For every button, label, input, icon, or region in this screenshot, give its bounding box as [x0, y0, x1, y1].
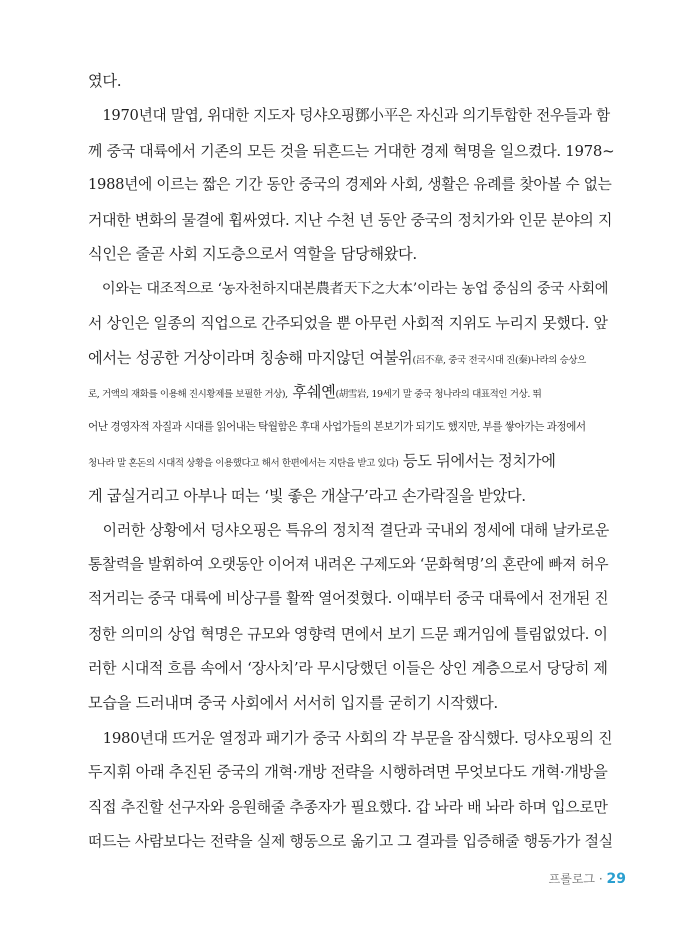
body-text-line: 1988년에 이르는 짧은 기간 동안 중국의 경제와 사회, 생활은 유례를 찾아볼 수 없는 [88, 176, 612, 193]
body-text-line [88, 381, 616, 406]
page-footer [549, 870, 626, 887]
body-text-line: 께 중국 대륙에서 기존의 모든 것을 뒤흔드는 거대한 경제 혁명을 일으켰다. 1978~ [88, 142, 615, 160]
section-title: 프롤로그 [548, 872, 596, 886]
body-text-line: 떠드는 사람보다는 전략을 실제 행동으로 옮기고 그 결과를 입증해줄 행동가가 절실 [88, 832, 613, 850]
body-text-line: 적거리는 중국 대륙에 비상구를 활짝 열어젖혔다. 이때부터 중국 대륙에서 전개된 진 [88, 590, 609, 607]
annotation-text: (胡雪岩, 19세기 말 중국 청나라의 대표적인 거상. 뛰 [335, 389, 542, 400]
body-text-line: 러한 시대적 흐름 속에서 ‘장사치’라 무시당했던 이들은 상인 계층으로서 당당히 제 [88, 659, 608, 677]
body-text-line: 모습을 드러내며 중국 사회에서 서서히 입지를 굳히기 시작했다. [88, 694, 498, 712]
body-text-segment: 에서는 성공한 거상이라며 칭송해 마지않던 여불위 [88, 349, 413, 367]
body-text-line: 이러한 상황에서 덩샤오핑은 특유의 정치적 결단과 국내외 정세에 대해 날카로운 [88, 521, 609, 539]
body-text-line: 거대한 변화의 물결에 휩싸였다. 지난 수천 년 동안 중국의 정치가와 인문 분야의 지 [88, 211, 613, 229]
body-text-line: 직접 추진할 선구자와 응원해줄 추종자가 필요했다. 갑 놔라 배 놔라 하며 입으로만 [88, 798, 608, 816]
body-text-line: 1980년대 뜨거운 열정과 패기가 중국 사회의 각 부문을 잠식했다. 덩샤오핑의 진 [88, 729, 613, 747]
footer-separator: · [598, 872, 603, 886]
body-text-segment: 등도 뒤에서는 정치가에 [398, 452, 556, 470]
body-text-line: 1970년대 말엽, 위대한 지도자 덩샤오핑鄧小平은 자신과 의기투합한 전우들과 함 [88, 107, 610, 124]
annotation-text: (呂不韋, 중국 전국시대 진(秦)나라의 승상으 [412, 355, 586, 366]
body-text-line: 정한 의미의 상업 혁명은 규모와 영향력 면에서 보기 드문 쾌거임에 틀림없었다. 이 [88, 625, 608, 643]
annotation-text: 청나라 말 혼돈의 시대적 상황을 이용했다고 해서 한편에서는 지탄을 받고 있다) [88, 458, 399, 469]
body-text-line: 였다. [88, 72, 122, 90]
body-text-line: 이와는 대조적으로 ‘농자천하지대본農者天下之大本’이라는 농업 중심의 중국 사회에 [88, 281, 609, 297]
body-text-line: 게 굽실거리고 아부나 떠는 ‘빛 좋은 개살구’라고 손가락질을 받았다. [88, 487, 526, 505]
body-text-line: 두지휘 아래 추진된 중국의 개혁·개방 전략을 시행하려면 무엇보다도 개혁·개방을 [88, 763, 608, 781]
body-text-line: 통찰력을 발휘하여 오랫동안 이어져 내려온 구제도와 ‘문화혁명’의 혼란에 빠져 허우 [88, 556, 609, 573]
body-text-line [88, 450, 616, 475]
body-text-line: 식인은 줄곧 사회 지도층으로서 역할을 담당해왔다. [88, 245, 417, 263]
body-text-line: 서 상인은 일종의 직업으로 간주되었을 뿐 아무런 사회적 지위도 누리지 못했다. 앞 [88, 314, 608, 332]
body-text-line [88, 347, 616, 372]
annotation-text: 로, 거액의 재화를 이용해 진시황제를 보필한 거상), [88, 389, 288, 400]
annotation-line: 어난 경영자적 자질과 시대를 읽어내는 탁월함은 후대 사업가들의 본보기가 되기도 했지만, 부를 쌓아가는 과정에서 [88, 421, 586, 433]
page-number: 29 [606, 871, 626, 887]
body-text-segment: 후쉐옌 [287, 383, 336, 401]
